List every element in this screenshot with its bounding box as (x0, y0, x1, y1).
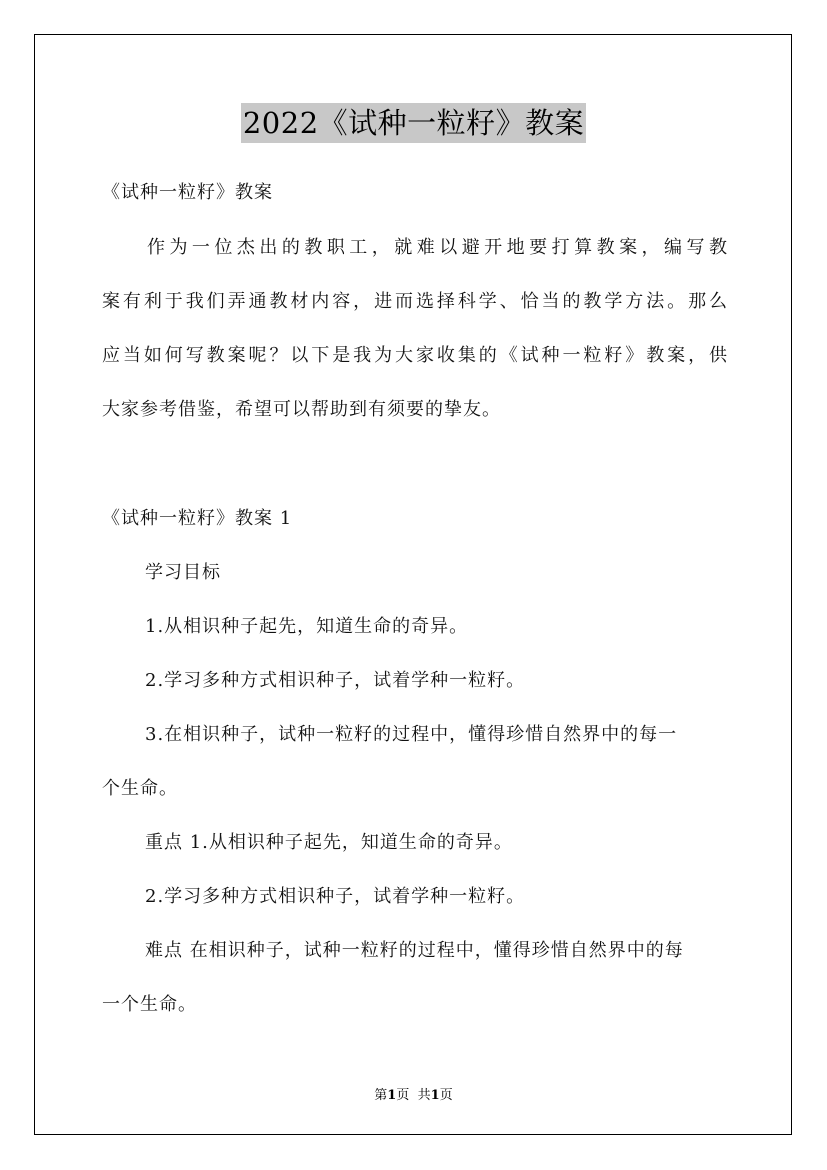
intro-line-1: 作为一位杰出的教职工，就难以避开地要打算教案，编写教 (102, 237, 728, 258)
objectives-heading: 学习目标 (145, 562, 221, 583)
section-heading: 《试种一粒籽》教案 1 (102, 508, 293, 529)
footer-page-mid: 页 (396, 1088, 410, 1103)
footer-total-suffix: 页 (439, 1088, 453, 1103)
title-container (0, 103, 827, 143)
intro-line-2: 案有利于我们弄通教材内容，进而选择科学、恰当的教学方法。那么 (102, 291, 728, 312)
document-subtitle: 《试种一粒籽》教案 (102, 182, 273, 203)
document-title: 2022《试种一粒籽》教案 (241, 103, 586, 143)
objective-2: 2.学习多种方式相识种子，试着学种一粒籽。 (145, 670, 526, 691)
footer-page-prefix: 第 (374, 1088, 388, 1103)
page-footer (0, 1084, 827, 1103)
objective-3-line-1: 3.在相识种子，试种一粒籽的过程中，懂得珍惜自然界中的每一 (145, 724, 678, 745)
difficulty-line-2: 一个生命。 (102, 994, 197, 1015)
objective-3-line-2: 个生命。 (102, 778, 178, 799)
objective-1: 1.从相识种子起先，知道生命的奇异。 (145, 616, 469, 637)
intro-line-4: 大家参考借鉴，希望可以帮助到有须要的挚友。 (102, 399, 501, 420)
key-point-2: 2.学习多种方式相识种子，试着学种一粒籽。 (145, 886, 526, 907)
intro-line-3: 应当如何写教案呢？以下是我为大家收集的《试种一粒籽》教案，供 (102, 345, 728, 366)
footer-total-pages: 1 (430, 1088, 440, 1103)
footer-total-prefix: 共 (417, 1088, 431, 1103)
footer-page-number: 1 (387, 1088, 397, 1103)
key-point-1: 重点 1.从相识种子起先，知道生命的奇异。 (145, 832, 513, 853)
difficulty-line-1: 难点 在相识种子，试种一粒籽的过程中，懂得珍惜自然界中的每 (145, 940, 684, 961)
